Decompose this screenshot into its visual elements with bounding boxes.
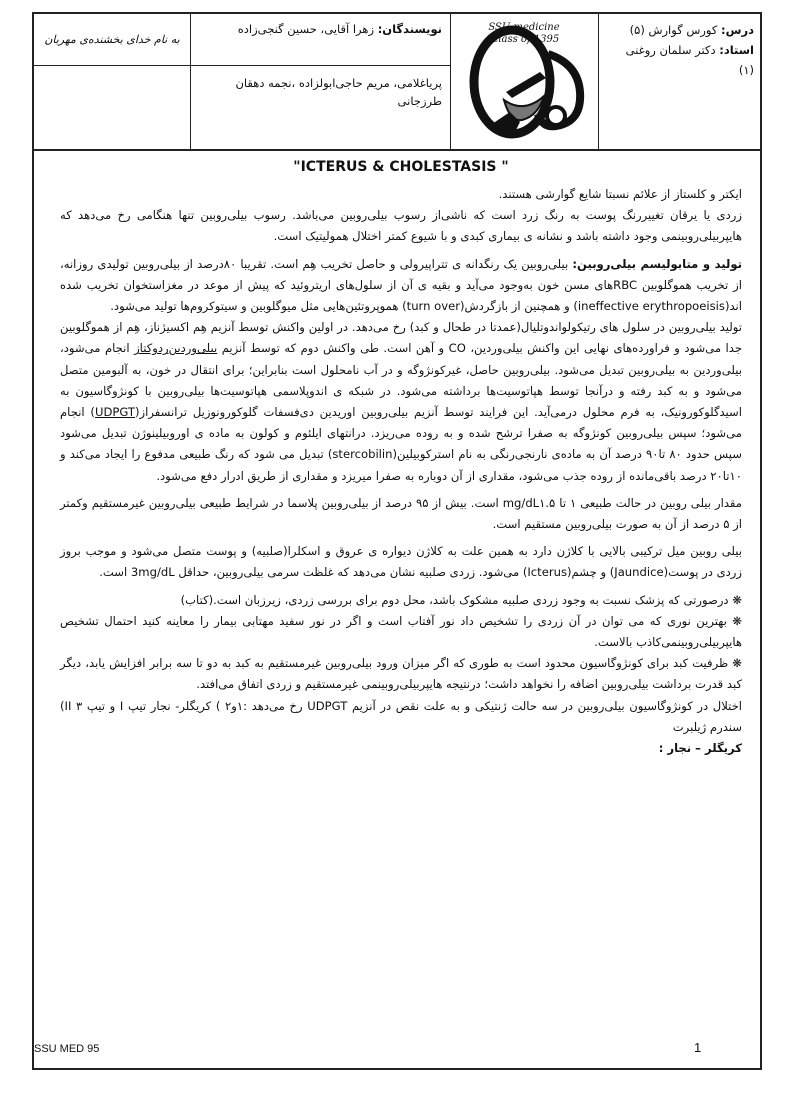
authors-cell bbox=[190, 14, 450, 149]
logo-caption-line1: SSU medicine bbox=[488, 22, 560, 33]
course-label: درس: bbox=[721, 23, 754, 37]
paragraph-metabolism bbox=[60, 317, 742, 487]
crigler-najjar-heading: کریگلر – نجار : bbox=[658, 741, 742, 756]
note-capacity: ❋ ظرفیت کبد برای کونژوگاسیون محدود است به طوری که اگر میزان ورود بیلی‌روبین غیرمستقیم به کبد به دو تا سه برابر افزایش یابد، دیگر کبد قدرت برداشت بیلی‌روبین اضافه را نخواهد داشت؛ درنتیجه هایپربیلی‌روبینمی غیرمستقیم و زردی اتفاق می‌افتد. bbox=[60, 656, 742, 692]
paragraph-jaundice-definition: زردی یا یرقان تغییررنگ پوست به رنگ زرد است که ناشی‌از رسوب بیلی‌روبین می‌باشد. رسوب بیلی‌روبین تنها هنگامی رخ می‌دهد که هایپربیلی‌روبینمی وجود داشته باشد و نشانه ی بیماری کبدی و با شیوع کمتر اختلال همولیتیک است. bbox=[60, 208, 742, 244]
course-value: کورس گوارش (۵) bbox=[629, 23, 721, 37]
paragraph-production bbox=[60, 254, 742, 318]
page-number: 1 bbox=[694, 1040, 702, 1055]
teacher-value: دکتر سلمان روغنی bbox=[625, 43, 720, 57]
bismillah-cell bbox=[34, 14, 190, 66]
metabolism-text-a: تولید بیلی‌روبین در سلول های رتیکولواندوتلیال(عمدتا در طحال و کبد) رخ می‌دهد. در اولین واکنش توسط آنزیم هِم اکسیژناز، هِم از هموگلوبین جدا می‌شود و فراورده‌های نهایی این واکنش بیلی‌وردین، CO و آهن است. طی واکنش دوم که توسط آنزیم bbox=[60, 320, 742, 356]
production-text: بیلی‌روبین یک رنگدانه ی تتراپیرولی و حاصل تخریب هِم است. تقریبا ۸۰درصد از بیلی‌روبین تولیدی روزانه، از تخریب هموگلوبین RBCهای مسن خون به‌وجود می‌آید و بقیه ی آن از سلول‌های اریتروئید که پیش از موعد در مغزاستخوان تخریب شده اند(ineffective erythropoeisis) و همچنین از بازگردش(turn over) هموپروتئین‌هایی مثل میوگلوبین و سیتوکروم‌ها تولید می‌شود. bbox=[60, 256, 742, 314]
authors-label: نویسندگان: bbox=[377, 22, 442, 36]
note-sublingual: ❋ درصورتی که پزشک نسبت به وجود زردی صلبیه مشکوک باشد، محل دوم برای بررسی زردی، زیرزبان است.(کتاب) bbox=[180, 592, 742, 607]
logo-cell bbox=[450, 14, 598, 149]
paragraph-conjugation-disorders: اختلال در کونژوگاسیون بیلی‌روبین در سه حالت ژنتیکی و به علت نقص در آنزیم UDPGT رخ می‌دهد :۱و۲ ) کریگلر- نجار تیپ I و تیپ II ۳) سندرم ژیلبرت bbox=[60, 698, 743, 734]
session-number: (۱) bbox=[738, 63, 754, 77]
authors-first: زهرا آقایی، حسین گنجی‌زاده bbox=[237, 22, 378, 36]
footer-label: SSU MED 95 bbox=[34, 1043, 100, 1055]
metabolism-text-b: انجام می‌شود، بیلی‌وردین به بیلی‌روبین تبدیل می‌شود. بیلی‌روبین حاصل، غیرکونژوگه و در آب نامحلول است بنابراین؛ برای انتقال در خون، به آلبومین متصل می‌شود و به کبد رفته و درآنجا توسط هپاتوسیت‌ها برداشته می‌شود. در شبکه ی اندوپلاسمی هپاتوسیت‌ها بیلی‌روبین با کونژوگاسیون به اسیدگلوکورونیک، به فرم محلول درمی‌آید. این فرایند توسط آنزیم بیلی‌روبین اوریدین دی‌فسفات گلوکورونوزیل ترانسفراز( bbox=[60, 341, 742, 420]
document-body bbox=[60, 156, 742, 759]
production-heading: تولید و متابولیسم بیلی‌روبین: bbox=[572, 256, 743, 271]
teacher-label: استاد: bbox=[719, 43, 754, 57]
paragraph-collagen: بیلی روبین میل ترکیبی بالایی با کلاژن دارد به همین علت به کلاژن دیواره ی عروق و اسکلرا(صلبیه) و پوست متصل می‌شود و موجب بروز زردی در پوست(Jaundice) و چشم(Icterus) می‌شود. زردی صلبیه نشان می‌دهد که غلظت سرمی بیلی‌روبین، حداقل 3mg/dL است. bbox=[60, 544, 742, 580]
paragraph-normal-values: مقدار بیلی روبین در حالت طبیعی ۱ تا mg/dL۱.۵ است. بیش از ۹۵ درصد از بیلی‌روبین پلاسما در شرایط طبیعی بیلی‌روبین غیرمستقیم وکمتر از ۵ درصد از آن به صورت بیلی‌روبین مستقیم است. bbox=[60, 495, 742, 532]
note-light: ❋ بهترین نوری که می توان در آن زردی را تشخیص داد نور آفتاب است و اگر در نور سفید مهتابی بیمار را معاینه کنید احتمال تشخیص هایپربیلی‌روبینمی‌کاذب بالاست. bbox=[60, 613, 742, 650]
document-header bbox=[34, 14, 760, 151]
document-page bbox=[32, 12, 762, 1070]
authors-first-row bbox=[191, 14, 450, 66]
biliverdin-reductase-term: بیلی‌وردین‌ردوکتاز bbox=[134, 341, 218, 356]
document-title: "ICTERUS & CHOLESTASIS " bbox=[293, 159, 509, 175]
authors-rest: پریاغلامی، مریم حاجی‌ابولزاده ،نجمه دهقان طرزجانی bbox=[235, 76, 442, 108]
metabolism-text-c: ) انجام می‌شود؛ سپس بیلی‌روبین کونژوگه به صفرا ترشح شده و به روده می‌ریزد. درانتهای ایلئوم و کولون به ماده ی اوروبیلینوژن تبدیل می‌شود سپس حدود ۸۰ تا۹۰ درصد آن به ماده‌ی نارنجی‌رنگی به نام استرکوبیلین(stercobilin) تبدیل می شود که رنگ طبیعی مدفوع را ایجاد می‌کند و ۱۰تا۲۰ درصد باقی‌مانده از روده جذب می‌شود، مقداری از آن دوباره به صفرا میریزد و مقداری از طریق ادرار دفع می‌شود. bbox=[60, 405, 742, 483]
bismillah: به نام خدای بخشنده‌ی مهربان bbox=[44, 33, 180, 46]
logo-caption-line2: class of 1395 bbox=[492, 34, 560, 45]
course-info-cell bbox=[598, 14, 760, 149]
stethoscope-logo-icon bbox=[452, 14, 598, 147]
paragraph-intro: ایکتر و کلستاز از علائم نسبتا شایع گوارشی هستند. bbox=[498, 187, 742, 201]
udpgt-term: UDPGT bbox=[94, 405, 136, 420]
